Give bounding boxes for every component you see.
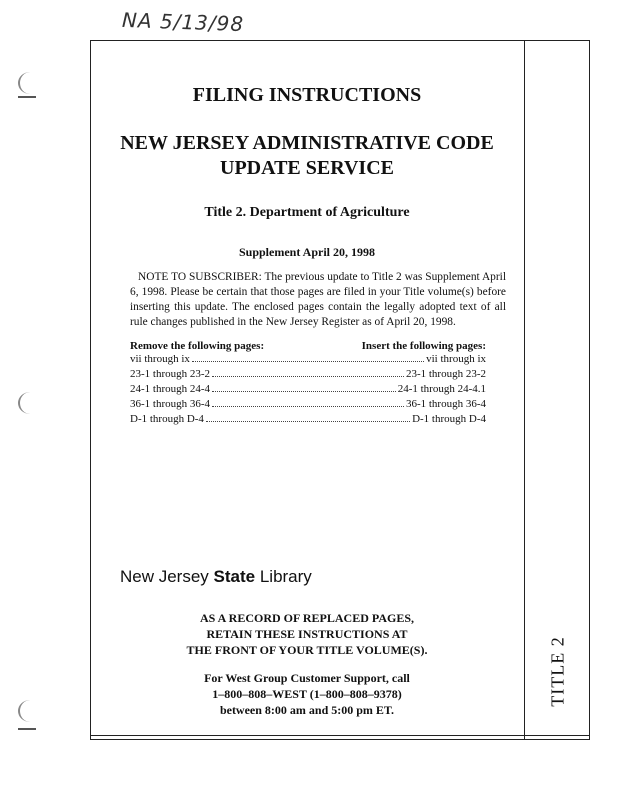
table-row <box>130 352 486 367</box>
table-row <box>130 412 486 427</box>
support-hours: between 8:00 am and 5:00 pm ET. <box>219 703 395 717</box>
dot-leader <box>212 391 396 392</box>
record-notice <box>92 610 522 658</box>
library-stamp <box>120 567 312 587</box>
subscriber-note: NOTE TO SUBSCRIBER: The previous update to Title 2 was Supplement April 6, 1998. Please be certain that those pages are filed in your Title volume(s) before inserting this update. The enclosed pages contain the legally adopted text of all rule changes published in the New Jersey Register as of April 20, 1998. <box>130 271 506 328</box>
department-heading: Title 2. Department of Agriculture <box>204 205 410 220</box>
punch-hole-middle <box>18 392 42 414</box>
dot-leader <box>212 376 404 377</box>
side-tab <box>524 40 590 740</box>
record-line-1: AS A RECORD OF REPLACED PAGES, <box>199 611 415 625</box>
stamp-part-3: Library <box>255 567 312 586</box>
remove-pages: vii through ix <box>130 353 190 365</box>
handwritten-note: NA 5/13/98 <box>121 7 245 37</box>
punch-hole-bottom <box>18 700 42 722</box>
subtitle-line-1: NEW JERSEY ADMINISTRATIVE CODE <box>120 132 494 154</box>
punch-hole-top <box>18 72 42 94</box>
dot-leader <box>212 406 404 407</box>
main-content <box>92 40 522 427</box>
pages-table-header <box>130 340 486 352</box>
side-tab-label: TITLE 2 <box>547 635 568 707</box>
table-row <box>130 397 486 412</box>
insert-pages: vii through ix <box>426 353 486 365</box>
table-row <box>130 382 486 397</box>
binding-mark-bottom <box>18 728 36 730</box>
remove-pages: 36-1 through 36-4 <box>130 398 211 410</box>
insert-pages: 23-1 through 23-2 <box>405 368 486 380</box>
document-title: FILING INSTRUCTIONS <box>192 84 422 106</box>
remove-pages: D-1 through D-4 <box>130 413 204 425</box>
remove-header: Remove the following pages: <box>130 340 265 352</box>
table-row <box>130 367 486 382</box>
record-line-3: THE FRONT OF YOUR TITLE VOLUME(S). <box>186 643 428 657</box>
insert-header: Insert the following pages: <box>361 340 486 352</box>
stamp-part-1: New Jersey <box>120 567 214 586</box>
dot-leader <box>206 421 410 422</box>
insert-pages: D-1 through D-4 <box>412 413 486 425</box>
pages-table <box>130 340 486 427</box>
customer-support <box>92 670 522 718</box>
remove-pages: 24-1 through 24-4 <box>130 383 211 395</box>
binding-mark-top <box>18 96 36 98</box>
support-phone: 1–800–808–WEST (1–800–808–9378) <box>212 687 402 701</box>
dot-leader <box>192 361 424 362</box>
remove-pages: 23-1 through 23-2 <box>130 368 211 380</box>
supplement-date: Supplement April 20, 1998 <box>238 245 376 259</box>
subtitle-line-2: UPDATE SERVICE <box>220 157 394 179</box>
insert-pages: 24-1 through 24-4.1 <box>397 383 486 395</box>
support-line-1: For West Group Customer Support, call <box>204 671 410 685</box>
insert-pages: 36-1 through 36-4 <box>405 398 486 410</box>
stamp-part-2: State <box>213 567 256 586</box>
record-line-2: RETAIN THESE INSTRUCTIONS AT <box>206 627 408 641</box>
document-subtitle <box>92 131 522 181</box>
